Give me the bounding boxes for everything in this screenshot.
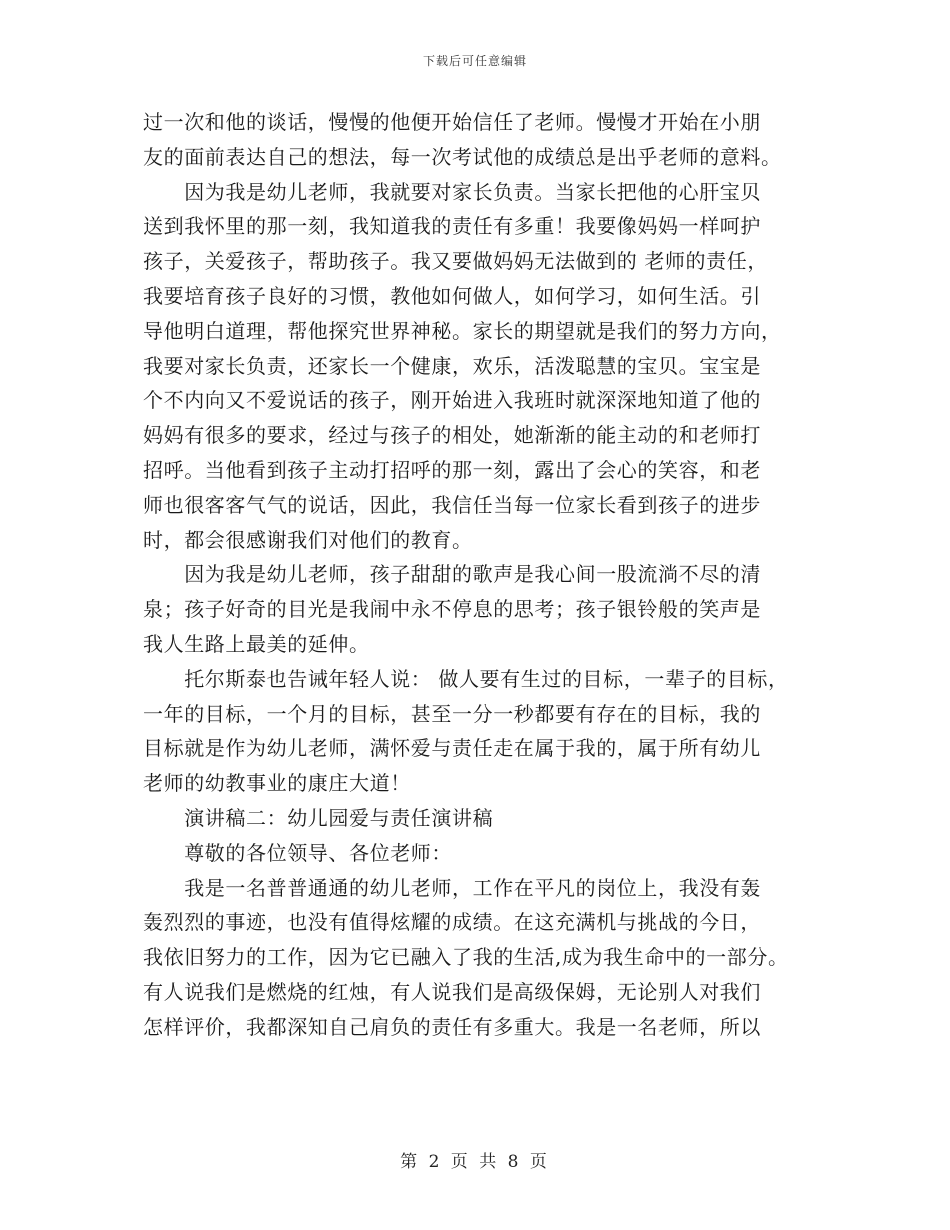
text-line: 导他明白道理，帮他探究世界神秘。家长的期望就是我们的努力方向， bbox=[143, 318, 782, 343]
document-body bbox=[143, 105, 823, 1045]
text-line: 因为我是幼儿老师，我就要对家长负责。当家长把他的心肝宝贝 bbox=[143, 179, 761, 204]
text-line: 妈妈有很多的要求，经过与孩子的相处，她渐渐的能主动的和老师打 bbox=[143, 423, 761, 448]
text-line: 因为我是幼儿老师，孩子甜甜的歌声是我心间一股流淌不尽的清 bbox=[143, 562, 761, 587]
text-line: 老师的幼教事业的康庄大道！ bbox=[143, 771, 411, 796]
text-line: 招呼。当他看到孩子主动打招呼的那一刻，露出了会心的笑容，和老 bbox=[143, 457, 761, 482]
text-line: 友的面前表达自己的想法，每一次考试他的成绩总是出乎老师的意料。 bbox=[143, 144, 782, 169]
text-line: 泉；孩子好奇的目光是我闹中永不停息的思考；孩子银铃般的笑声是 bbox=[143, 597, 761, 622]
text-line: 我要对家长负责，还家长一个健康，欢乐，活泼聪慧的宝贝。宝宝是 bbox=[143, 353, 761, 378]
text-line: 孩子，关爱孩子，帮助孩子。我又要做妈妈无法做到的 老师的责任， bbox=[143, 249, 768, 274]
text-line: 目标就是作为幼儿老师，满怀爱与责任走在属于我的，属于所有幼儿 bbox=[143, 736, 761, 761]
text-line: 我人生路上最美的延伸。 bbox=[143, 631, 370, 656]
text-line: 托尔斯泰也告诫年轻人说： 做人要有生过的目标，一辈子的目标， bbox=[143, 666, 789, 691]
text-line: 怎样评价，我都深知自己肩负的责任有多重大。我是一名老师，所以 bbox=[143, 1014, 761, 1039]
text-line: 轰烈烈的事迹，也没有值得炫耀的成绩。在这充满机与挑战的今日， bbox=[143, 910, 761, 935]
text-line: 一年的目标，一个月的目标，甚至一分一秒都要有存在的目标，我的 bbox=[143, 701, 761, 726]
text-line: 我要培育孩子良好的习惯，教他如何做人，如何学习，如何生活。引 bbox=[143, 283, 761, 308]
page-number-footer: 第 2 页 共 8 页 bbox=[400, 1152, 550, 1172]
page-header: 下载后可任意编辑 bbox=[422, 54, 527, 68]
text-line: 有人说我们是燃烧的红烛，有人说我们是高级保姆，无论别人对我们 bbox=[143, 979, 761, 1004]
text-line: 送到我怀里的那一刻，我知道我的责任有多重！我要像妈妈一样呵护 bbox=[143, 214, 761, 239]
text-line: 师也很客客气气的说话，因此，我信任当每一位家长看到孩子的进步 bbox=[143, 492, 761, 517]
salutation-line: 尊敬的各位领导、各位老师： bbox=[143, 840, 452, 865]
text-line: 时，都会很感谢我们对他们的教育。 bbox=[143, 527, 473, 552]
text-line: 我是一名普普通通的幼儿老师，工作在平凡的岗位上，我没有轰 bbox=[143, 875, 761, 900]
text-line: 我依旧努力的工作，因为它已融入了我的生活,成为我生命中的一部分。 bbox=[143, 945, 789, 970]
section-heading: 演讲稿二：幼儿园爱与责任演讲稿 bbox=[143, 805, 494, 830]
text-line: 个不内向又不爱说话的孩子，刚开始进入我班时就深深地知道了他的 bbox=[143, 388, 761, 413]
text-line: 过一次和他的谈话，慢慢的他便开始信任了老师。慢慢才开始在小朋 bbox=[143, 110, 761, 134]
